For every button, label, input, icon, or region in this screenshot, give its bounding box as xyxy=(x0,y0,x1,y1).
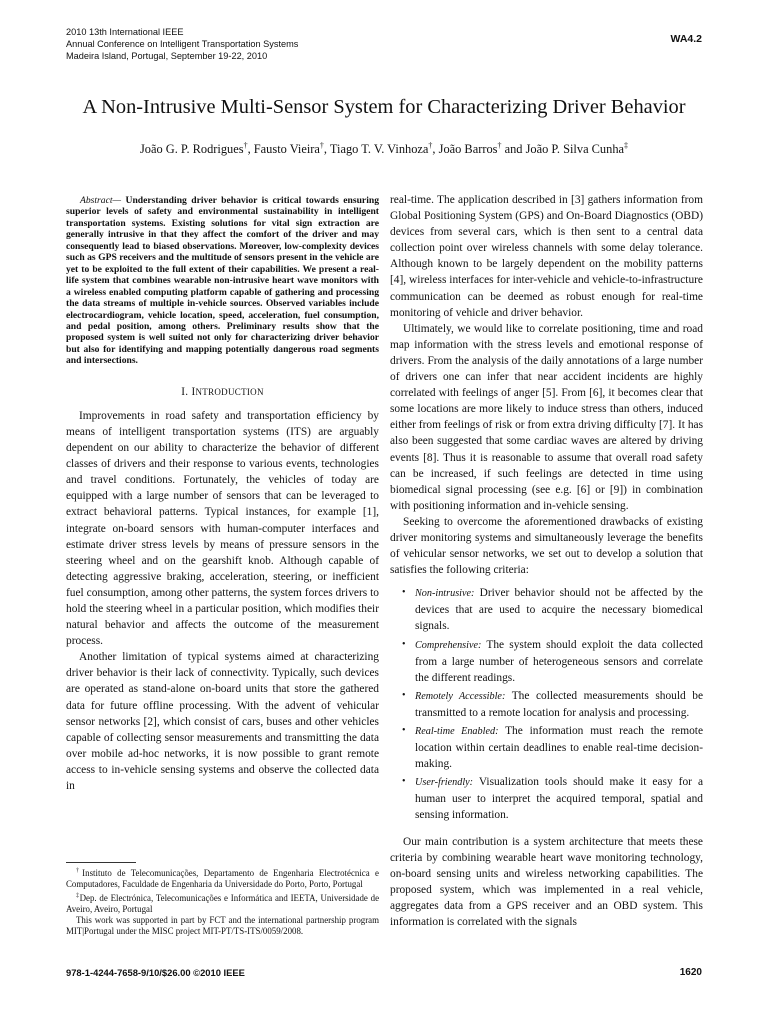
criteria-item xyxy=(390,585,703,634)
footnotes xyxy=(66,866,379,938)
affiliation-mark: † xyxy=(243,141,248,150)
bullet-icon: • xyxy=(402,689,406,701)
criteria-text: Driver behavior should not be affected by the devices that are used to acquire the necessary biomedical signals. xyxy=(415,587,703,633)
section-title-rest: NTRODUCTION xyxy=(195,386,264,397)
affiliation-mark: ‡ xyxy=(624,141,629,150)
bullet-icon: • xyxy=(402,776,406,788)
criteria-text: The information must reach the remote location within certain deadlines to enable real-time decision-making. xyxy=(415,725,703,771)
criteria-item xyxy=(390,637,703,686)
abstract-label: Abstract— xyxy=(80,195,122,206)
author-name: João P. Silva Cunha xyxy=(525,142,625,157)
criteria-item xyxy=(390,774,703,823)
criteria-item xyxy=(390,688,703,721)
section-number: I. xyxy=(181,385,189,398)
criteria-text: The system should exploit the data collected from a large number of heterogeneous sensors and correlate the different readings. xyxy=(415,638,703,684)
conference-line: Annual Conference on Intelligent Transportation Systems xyxy=(66,39,299,49)
body-paragraph: Another limitation of typical systems aimed at characterizing driver behavior is their lack of connectivity. Typically, such devices are operated as stand-alone on-board units that store the gathered data for future offline processing. With the advent of vehicular sensor networks [2], which consist of cars, buses and other vehicles capable of collecting sensor measurements and transmitting the data over mobile ad-hoc networks, it is now possible to grant remote access to in-vehicle sensing systems and observe the collected data in xyxy=(66,651,379,793)
bullet-icon: • xyxy=(402,638,406,650)
body-paragraph: Our main contribution is a system architecture that meets these criteria by combining wearable heart wave monitoring technology, on-board sensing units and wireless networking capabilities. The proposed system, which was implemented in a real vehicle, aggregates data from a GPS receiver and an OBD system. This information is correlated with the signals xyxy=(390,835,703,929)
paper-title: A Non-Intrusive Multi-Sensor System for Characterizing Driver Behavior xyxy=(82,96,686,118)
criteria-term: Remotely Accessible: xyxy=(415,690,506,702)
footnote-mark: ‡ xyxy=(76,892,80,899)
footnote-text: Dep. de Electrónica, Telecomunicações e Informática and IEETA, Universidade de Aveiro, Aveiro, Portugal xyxy=(66,892,380,914)
author-name: Fausto Vieira xyxy=(253,142,320,157)
body-paragraph: real-time. The application described in [3] gathers information from Global Positioning System (GPS) and On-Board Diagnostics (OBD) devices from several cars, which is then sent to a central data collection point over wireless channels with some delay tolerance. Although known to be largely dependent on the mobility patterns [4], wireless interfaces for inter-vehicle and vehicle-to-infrastructure communication can be deemed as robust enough for real-time monitoring of vehicle and driver behavior. xyxy=(390,194,703,319)
affiliation-mark: † xyxy=(319,141,324,150)
affiliation-mark: † xyxy=(428,141,433,150)
conference-info xyxy=(66,26,298,62)
author-conjunction: and xyxy=(504,142,523,157)
abstract-text: Understanding driver behavior is critical towards ensuring superior levels of safety and environmental sustainability in intelligent transportation systems. Existing solutions for vital sign extraction are generally intrusive in that they affect the comfort of the driver and may consequently lead to biased observations. Moreover, low-complexity devices such as GPS receivers and the multitude of sensors present in the vehicle are yet to be exploited to the full extent of their capabilities. We present a real-life system that combines wearable non-intrusive heart wave monitors with a wireless enabled computing platform capable of gathering and processing the data streams of multiple in-vehicle sources. Observed variables include electrocardiogram, vehicle location, speed, acceleration, fuel consumption, and pedal position, among others. Preliminary results show that the proposed system is well suited not only for characterizing driver behavior but also for identifying and mapping potentially dangerous road segments and intersections. xyxy=(66,195,379,367)
body-paragraph: Improvements in road safety and transportation efficiency by means of intelligent transportation systems (ITS) are arguably dependent on our ability to characterize the behavior of different classes of drivers and their response to various events, technologies and travel conditions. Fortunately, the vehicles of today are equipped with a large number of sensors that can be leveraged to extract behavioral patterns. Typical instances, for example [1], integrate on-board sensors with human-computer interfaces and estimate driver stress levels by means of pressure sensors in the steering wheel and on the gearshift knob. Although capable of detecting aggressive braking, acceleration, steering, or inefficient fuel consumption, among other patterns, the system forces drivers to hold the steering wheel in a particular position, which modifies their natural behavior and affects the outcome of the measurement process. xyxy=(66,409,379,648)
right-column xyxy=(390,192,703,930)
footnote-rule xyxy=(66,862,136,863)
criteria-term: Real-time Enabled: xyxy=(415,726,499,737)
bullet-icon: • xyxy=(402,587,406,599)
criteria-term: Non-intrusive: xyxy=(415,588,475,600)
footnote-text: This work was supported in part by FCT and the international partnership program MIT|Portugal under the MISC project MIT-PT/TS-ITS/0059/2008. xyxy=(66,915,379,937)
conference-line: Madeira Island, Portugal, September 19-22, 2010 xyxy=(66,51,268,61)
author-list: João G. P. Rodrigues†, Fausto Vieira†, Tiago T. V. Vinhoza†, João Barros† and João P. Silva Cunha‡ xyxy=(139,141,629,157)
footer-isbn: 978-1-4244-7658-9/10/$26.00 ©2010 IEEE xyxy=(66,967,245,978)
criteria-list xyxy=(390,585,703,823)
author-name: Tiago T. V. Vinhoza xyxy=(329,142,429,157)
page-number: 1620 xyxy=(679,967,702,978)
author-name: João G. P. Rodrigues xyxy=(139,142,244,157)
author-name: João Barros xyxy=(438,142,498,157)
abstract xyxy=(66,195,379,367)
criteria-text: Visualization tools should make it easy for a human user to interpret the acquired temporal, spatial and sensing information. xyxy=(415,776,703,822)
footnote xyxy=(66,915,379,938)
body-paragraph: Ultimately, we would like to correlate positioning, time and road map information with the stress levels and emotional response of drivers. From the analysis of the daily annotations of a large number of drivers one can infer that near accident incidents are highly correlated with feelings of anger [5]. From [6], it becomes clear that some locations are more likely to induce stress than others, induced either from feelings of risk or from extra driving difficulty [7]. It has also been suggested that some cardiac waves are altered by driving events [8]. Thus it is reasonable to assume that overall road safety can be increased, if such feelings are detected in time using biomedical signal processing (see e.g. [6] or [9]) in combination with positioning information and in-vehicle sensing. xyxy=(390,322,703,512)
criteria-term: User-friendly: xyxy=(415,777,474,789)
body-paragraph: Seeking to overcome the aforementioned drawbacks of existing driver monitoring systems and simultaneously leverage the benefits of vehicular sensor networks, we set out to develop a solution that satisfies the following criteria: xyxy=(390,515,703,577)
left-column xyxy=(66,192,379,794)
footnote-text: Instituto de Telecomunicações, Departamento de Engenharia Electrotécnica e Computadores, Faculdade de Engenharia da Universidade do Porto, Porto, Portugal xyxy=(66,867,380,890)
session-code: WA4.2 xyxy=(670,33,702,45)
bullet-icon: • xyxy=(402,725,406,736)
criteria-term: Comprehensive: xyxy=(415,639,482,651)
footnote-mark: † xyxy=(76,868,83,874)
footnote xyxy=(66,866,379,891)
section-heading xyxy=(66,384,379,400)
conference-line: 2010 13th International IEEE xyxy=(66,27,184,37)
criteria-text: The collected measurements should be transmitted to a remote location for analysis and processing. xyxy=(415,689,703,719)
criteria-item xyxy=(390,723,703,772)
affiliation-mark: † xyxy=(497,141,502,150)
footnote xyxy=(66,891,379,916)
section-first-letter: I xyxy=(191,385,196,398)
